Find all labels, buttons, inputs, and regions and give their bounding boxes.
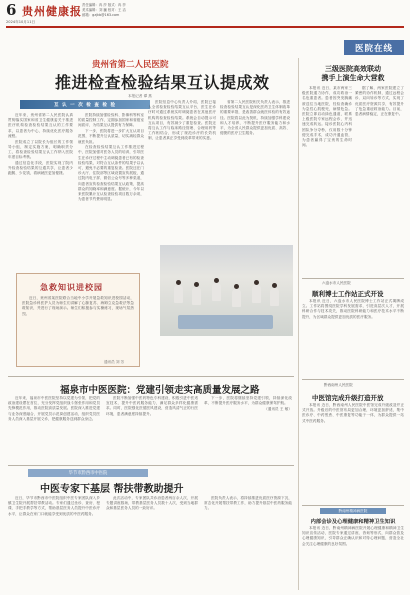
right-headline-1: 三级医院高效联动 携手上演生命大营救	[321, 64, 385, 82]
right-column-2	[302, 299, 404, 375]
photo-person	[232, 289, 241, 307]
right-kicker-2: 六盘水市人民医院	[322, 281, 351, 285]
lead-paragraph: 医院信息中心负责人介绍，医院已接入全省检查检验结果互认平台，医生在诊疗时可通过系统实时调阅患者在其他医疗机构的检查检验结果。系统会自动提示可互认项目，有效减少了重复检查。医院还将互认工作与临床路径管理、合理用药等工作相结合，形成了规范诊疗的长效机制，让患者真正享受到改革带来的实惠。	[148, 100, 216, 141]
lead-paragraph: 通过信息化手段，医院实现了院内外检查检验结果的互通共享，让患者少跑腿、少花钱，看病就医更加便捷。	[8, 160, 73, 176]
right-paragraph: 本报讯 近日，黔南州精神病医院开展心理健康和精神卫生知识宣传活动，医院专家通过讲座、咨询等形式，向群众普及心理健康知识，引导群众正确认识和对待心理问题，营造全社会关注心理健康的良好氛围。	[302, 526, 404, 546]
right-headline-3: 中医馆完成升级打造开放	[312, 394, 384, 402]
bottom-column-1	[8, 496, 100, 591]
photo-person-head	[176, 280, 181, 285]
photo-person-head	[214, 278, 219, 283]
lead-paragraph: 医院成立了以院长为组长的工作领导小组，制定实施方案，明确职责分工，将检查检验结果互认工作纳入医院年度目标考核。	[8, 139, 73, 160]
photo-person-head	[194, 282, 199, 287]
mid-paragraph: 下一步，医院将继续坚持党建引领，持续深化改革，不断提升医疗服务水平，为群众健康保驾护航。	[204, 396, 292, 406]
right-column-1a	[302, 86, 352, 274]
photo-person	[212, 283, 221, 301]
right-column-3	[302, 403, 404, 501]
lead-paragraph: 在检查检验结果互认工作推进过程中，医院加强对医务人员的培训，引导医生在诊疗过程中主动调阅患者已有的检查检验结果，对符合互认条件的结果予以认可，避免不必要的重复检查。医院还在门诊大厅、住院部等区域设置宣传展板，通过院内电子屏、微信公众号等多种渠道，向患者宣传检查检验结果互认政策，提高群众的知晓率和满意度。据统计，今年以来医院累计互认检查检验项目数万余项，为患者节约费用明显。	[78, 145, 144, 202]
lead-subtitle: 贵州省第二人民医院	[92, 60, 169, 70]
mid-paragraph: 医院不断加强中医药特色专科建设，积极引进中医适宜技术，提升中医药服务能力，满足群众多样化健康需求。同时，医院强化医德医风建设，营造风清气正的行医环境，患者满意度持续提升。	[106, 396, 198, 416]
right-paragraph: 本报讯 近日，某市两家三级医院通力协作，成功救治一名危重患者。患者因突发胸痛被送往当地医院，经检查确诊为急性心肌梗死，病情危急。医院立即启动绿色通道，联系上级医院专家远程会诊，并迅速完成转运。接诊医院心内科团队争分夺秒，仅用数十分钟便完成手术，成功开通血管，为患者赢得了宝贵的生命时间。	[302, 86, 352, 148]
right-kicker-4: 黔南州精神病医院	[320, 508, 386, 514]
right-paragraph: 本报讯 近日，黔西南州人民医院中医馆完成升级改造并正式开放。升级后的中医馆布局更加合理，环境更加舒适，集中医诊疗、中药煎煮、中医康复等功能于一体，为群众提供一站式中医药服务。	[302, 403, 404, 423]
paper-name: 贵州健康报	[22, 5, 82, 18]
section-divider	[302, 379, 404, 380]
sidebar-box-byline: 通讯员 刘 芳	[104, 360, 125, 364]
section-divider	[302, 505, 404, 506]
bottom-paragraph: 近日，毕节市黔西市中医院组织中医专家团队深入乡镇卫生院开展帮扶带教活动。专家们通过坐诊、查房、授课、手把手教学等方式，帮助基层医务人员提升中医诊疗水平，让群众在家门口就能享受到优质的中医药服务。	[8, 496, 100, 516]
editor-credits	[82, 3, 126, 18]
photo-person	[252, 285, 261, 303]
photo-person-head	[254, 280, 259, 285]
bottom-kicker: 毕节市黔西市中医院	[28, 469, 148, 477]
lead-column-1	[8, 113, 73, 269]
dateline: 2024年10月11日	[6, 20, 36, 24]
mid-headline: 福泉市中医医院：党建引领走实高质量发展之路	[60, 385, 260, 396]
mid-byline: （通讯员 王 敏）	[264, 406, 292, 411]
bottom-paragraph: 医院负责人表示，将持续推进优质医疗资源下沉，常态化开展帮扶带教工作，助力提升基层中医药服务能力。	[204, 496, 292, 511]
sidebar-box-paragraph: 近日，贵州省某医院联合当地中小学开展急救知识进校园活动，医院急诊科医护人员为师生们讲解了心肺复苏、海姆立克急救法等急救知识，并进行了现场演示。师生们积极参与实操练习，现场气氛热烈。	[22, 296, 134, 316]
lead-paragraph: 近年来，贵州省第二人民医院认真贯彻落实国家和省卫生健康委关于推进医疗机构检查检验结果互认的工作要求，以患者为中心，持续优化医疗服务流程。	[8, 113, 73, 138]
lead-headline: 推进检查检验结果互认提成效	[55, 73, 270, 92]
editor-line: 邮箱：gzjkb@163.com	[82, 13, 120, 17]
bottom-column-2	[106, 496, 198, 591]
lead-ribbon: 互 认 一 次 检 查 检 验	[20, 100, 150, 109]
lead-column-2	[78, 113, 144, 269]
editor-line: 美术编辑：刘 巍 校对：王 洁	[82, 8, 126, 12]
photo-person-head	[234, 284, 239, 289]
mid-column-3	[204, 396, 292, 462]
photo-person	[174, 285, 183, 303]
page-number: 6	[6, 1, 17, 19]
mid-column-2	[106, 396, 198, 462]
bottom-column-3	[204, 496, 292, 591]
lead-paragraph: 下一步，医院将进一步扩大互认项目范围，不断提升互认质量，切实减轻群众就医负担。	[78, 129, 144, 144]
lead-paragraph: 医院持续加强检验科、影像科等科室的质量控制工作，定期参加国家和省级室间质评，为结果互认提供有力保障。	[78, 113, 144, 128]
mid-column-1	[8, 396, 100, 462]
lead-column-4	[220, 100, 290, 240]
section-divider	[8, 465, 294, 466]
lead-byline: 本报记者 谭 燕	[128, 94, 152, 98]
right-paragraph: 本报讯 近日，六盘水市人民医院博士工作站正式揭牌成立。工作站将围绕医院学科发展需求，引进高层次人才，开展科研合作与技术攻关，推动医院科研能力和医疗技术水平不断提升，为区域群众提供更加优质的医疗服务。	[302, 299, 404, 319]
bottom-paragraph: 此次活动中，专家团队共诊治患者两百余人次，开展专题讲座数场，带教基层医务人员数十人次，受到当地群众和基层医务人员的一致好评。	[106, 496, 198, 511]
section-divider	[302, 278, 404, 279]
section-tag: 医院在线	[344, 40, 404, 55]
right-kicker-3: 黔西南州人民医院	[324, 383, 353, 387]
section-divider	[8, 376, 294, 377]
right-headline-2: 顺利博士工作站正式开设	[312, 290, 384, 298]
right-column-4	[302, 526, 404, 591]
lead-photo	[160, 245, 293, 336]
right-column-1b	[355, 86, 404, 274]
mid-paragraph: 近年来，福泉市中医医院坚持以党建为引领，把党的政治建设摆在首位，充分发挥党组织战斗堡垒作用和党员先锋模范作用，推动医院高质量发展。医院深入推进党建与业务深度融合，开展党员示范岗创建活动，组织党员医务人员深入基层开展义诊，把健康服务送到群众身边。	[8, 396, 100, 421]
column-divider	[298, 58, 299, 590]
bottom-headline: 中医专家下基层 帮扶带教助提升	[40, 484, 184, 495]
photo-mat	[178, 315, 273, 329]
sidebar-box-title: 急救知识进校园	[40, 283, 103, 292]
editor-line: 责任编辑：冉 莎 版式：冉 莎	[82, 3, 126, 7]
lead-column-3	[148, 100, 216, 240]
right-headline-4: 内部会诊及心理健康和精神卫生知识	[310, 519, 396, 525]
photo-person-head	[272, 283, 277, 288]
photo-person	[270, 288, 279, 306]
masthead-rule	[6, 26, 404, 28]
lead-paragraph: 省第二人民医院相关负责人表示，推进检查检验结果互认是深化医药卫生体制改革的重要举措，是改善群众就医体验的有效途径。医院将以此为契机，持续加强学科建设和人才培养，不断提升医疗服务能力和水平，为全省人民群众提供更加优质、高效、便捷的医疗卫生服务。	[220, 100, 290, 136]
right-paragraph: 据了解，两家医院建立了紧密的协作机制，通过远程会诊、双向转诊等方式，实现了优质医疗资源共享，有效提升了危急重症救治能力。目前，患者病情稳定，正在康复中。	[355, 86, 404, 117]
sidebar-box-text	[22, 296, 134, 358]
photo-person	[192, 287, 201, 305]
